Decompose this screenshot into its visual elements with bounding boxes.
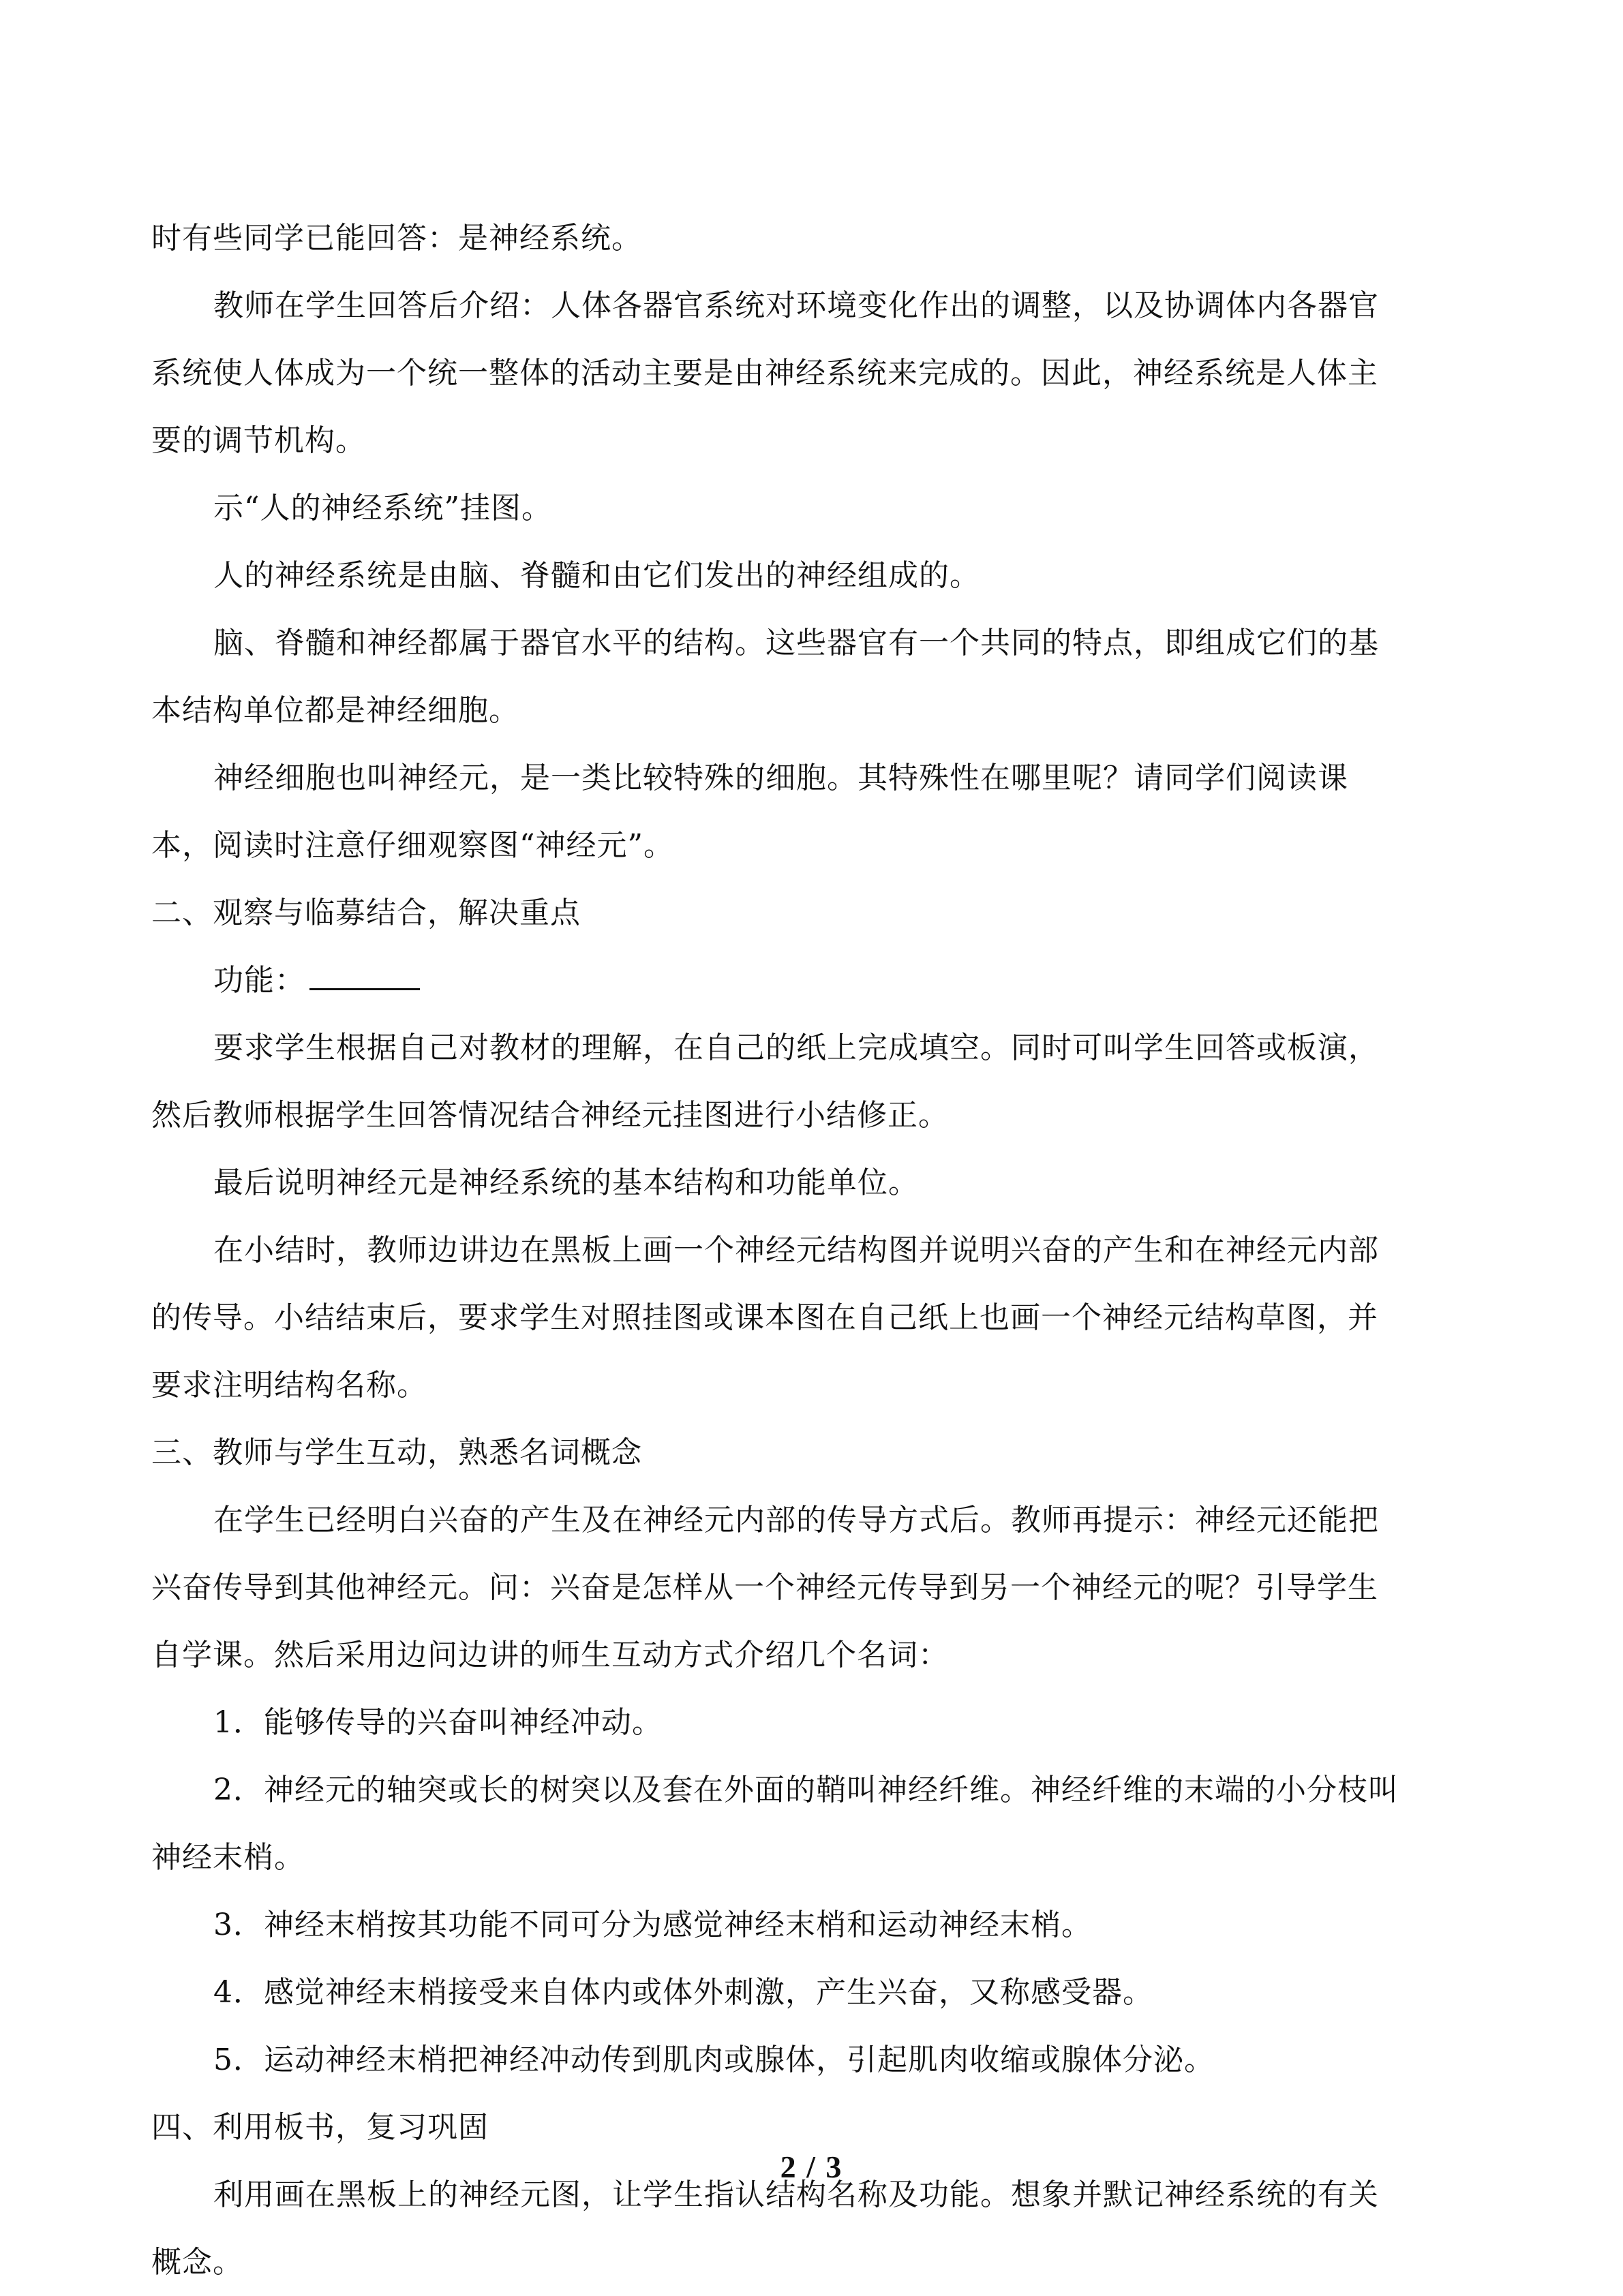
text-line: 兴奋传导到其他神经元。问：兴奋是怎样从一个神经元传导到另一个神经元的呢？引导学生 — [151, 1570, 1378, 1605]
text-line: 时有些同学已能回答：是神经系统。 — [151, 221, 642, 256]
text-line: 教师在学生回答后介绍：人体各器官系统对环境变化作出的调整，以及协调体内各器官 — [213, 288, 1379, 323]
section-heading-3: 三、教师与学生互动，熟悉名词概念 — [151, 1435, 642, 1470]
text-line: 要的调节机构。 — [151, 423, 366, 458]
text-line: 的传导。小结结束后，要求学生对照挂图或课本图在自己纸上也画一个神经元结构草图，并 — [151, 1300, 1378, 1335]
function-label: 功能： — [213, 963, 305, 998]
text-line: 脑、脊髓和神经都属于器官水平的结构。这些器官有一个共同的特点，即组成它们的基 — [213, 626, 1379, 660]
text-line: 本结构单位都是神经细胞。 — [151, 693, 519, 728]
text-line: 神经末梢。 — [151, 1840, 305, 1875]
text-line: 自学课。然后采用边问边讲的师生互动方式介绍几个名词： — [151, 1638, 949, 1672]
fill-in-line — [151, 947, 1481, 1014]
text-line: 在学生已经明白兴奋的产生及在神经元内部的传导方式后。教师再提示：神经元还能把 — [213, 1503, 1379, 1537]
text-line: 要求学生根据自己对教材的理解，在自己的纸上完成填空。同时可叫学生回答或板演， — [213, 1030, 1379, 1065]
text-line: 神经细胞也叫神经元，是一类比较特殊的细胞。其特殊性在哪里呢？请同学们阅读课 — [213, 761, 1348, 795]
list-item: 1．能够传导的兴奋叫神经冲动。 — [213, 1705, 663, 1740]
text-line: 要求注明结构名称。 — [151, 1368, 427, 1403]
text-line: 概念。 — [151, 2245, 243, 2280]
section-heading-4: 四、利用板书，复习巩固 — [151, 2110, 489, 2145]
document-body — [151, 204, 1481, 2296]
text-line: 最后说明神经元是神经系统的基本结构和功能单位。 — [213, 1165, 919, 1200]
text-line: 人的神经系统是由脑、脊髓和由它们发出的神经组成的。 — [213, 558, 980, 593]
text-line: 在小结时，教师边讲边在黑板上画一个神经元结构图并说明兴奋的产生和在神经元内部 — [213, 1233, 1379, 1268]
list-item: 4．感觉神经末梢接受来自体内或体外刺激，产生兴奋，又称感受器。 — [213, 1975, 1153, 2010]
text-line: 利用画在黑板上的神经元图，让学生指认结构名称及功能。想象并默记神经系统的有关 — [213, 2177, 1379, 2212]
text-line: 本，阅读时注意仔细观察图“神经元”。 — [151, 828, 674, 863]
section-heading-2: 二、观察与临募结合，解决重点 — [151, 896, 581, 930]
fill-in-blank — [309, 964, 420, 990]
list-item: 5．运动神经末梢把神经冲动传到肌肉或腺体，引起肌肉收缩或腺体分泌。 — [213, 2042, 1215, 2077]
text-line: 示“人的神经系统”挂图。 — [213, 491, 552, 525]
text-line: 系统使人体成为一个统一整体的活动主要是由神经系统来完成的。因此，神经系统是人体主 — [151, 356, 1378, 391]
list-item: 2．神经元的轴突或长的树突以及套在外面的鞘叫神经纤维。神经纤维的末端的小分枝叫 — [213, 1773, 1399, 1807]
list-item: 3．神经末梢按其功能不同可分为感觉神经末梢和运动神经末梢。 — [213, 1908, 1092, 1942]
page-number: 2 / 3 — [780, 2149, 843, 2184]
text-line: 然后教师根据学生回答情况结合神经元挂图进行小结修正。 — [151, 1098, 949, 1133]
